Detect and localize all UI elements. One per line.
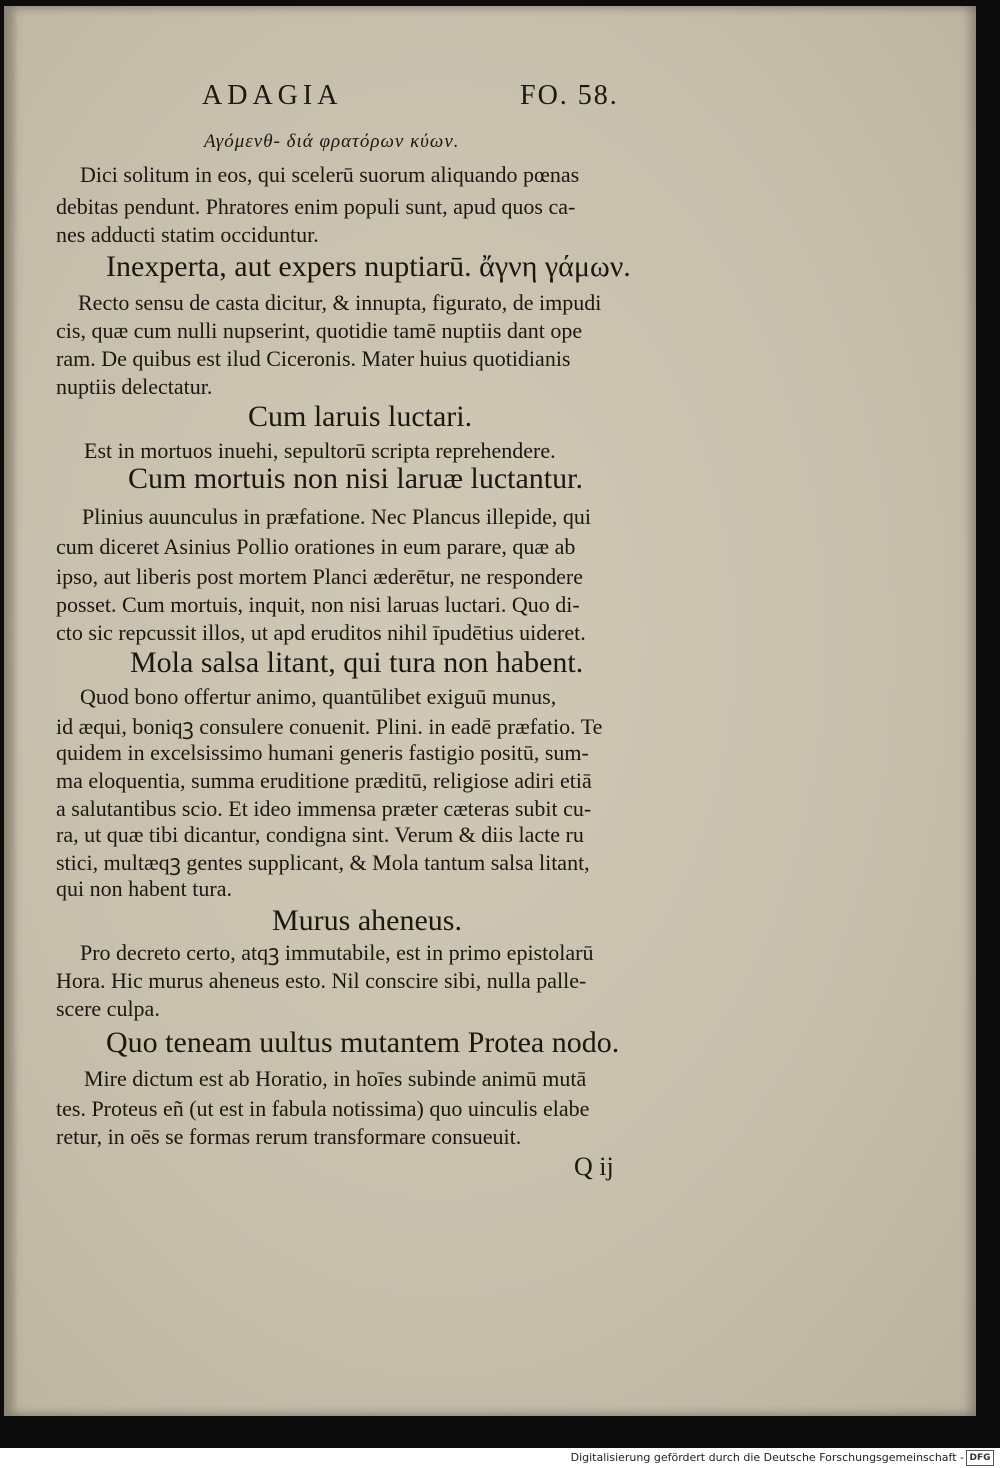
- body-line: Quod bono offertur animo, quantūlibet exiguū munus,: [80, 684, 557, 709]
- adage-heading: Inexperta, aut expers nuptiarū. ἄγνη γάμων.: [106, 250, 631, 283]
- body-line: ram. De quibus est ilud Ciceronis. Mater huius quotidianis: [56, 346, 571, 371]
- body-line: Plinius auunculus in præfatione. Nec Plancus illepide, qui: [82, 504, 591, 529]
- body-line: ipso, aut liberis post mortem Planci æderētur, ne respondere: [56, 564, 583, 589]
- adage-heading: Quo teneam uultus mutantem Protea nodo.: [106, 1026, 620, 1059]
- body-line: ma eloquentia, summa eruditione præditū, religiose adiri etiā: [56, 768, 592, 793]
- book-page: [4, 6, 976, 1416]
- adage-heading: Cum laruis luctari.: [248, 400, 473, 433]
- body-line: tes. Proteus eñ (ut est in fabula notissima) quo uinculis elabe: [56, 1096, 590, 1121]
- body-line: nuptiis delectatur.: [56, 374, 213, 399]
- body-line: Dici solitum in eos, qui scelerū suorum aliquando pœnas: [80, 162, 580, 187]
- body-line: Hora. Hic murus aheneus esto. Nil conscire sibi, nulla palle-: [56, 968, 587, 993]
- signature-mark: Q ij: [574, 1152, 614, 1181]
- body-line: Est in mortuos inuehi, sepultorū scripta reprehendere.: [84, 438, 556, 463]
- adage-heading: Murus aheneus.: [272, 904, 462, 937]
- body-line: a salutantibus scio. Et ideo immensa præter cæteras subit cu-: [56, 796, 592, 821]
- body-line: ra, ut quæ tibi dicantur, condigna sint. Verum & diis lacte ru: [56, 822, 584, 847]
- body-line: id æqui, boniqꝫ consulere conuenit. Plini. in eadē præfatio. Te: [56, 714, 603, 739]
- body-line: cis, quæ cum nulli nupserint, quotidie tamē nuptiis dant ope: [56, 318, 583, 343]
- body-line: cto sic repcussit illos, ut apd eruditos nihil īpudētius uideret.: [56, 620, 586, 645]
- body-line: retur, in oēs se formas rerum transformare consueuit.: [56, 1124, 522, 1149]
- body-line: qui non habent tura.: [56, 876, 232, 901]
- body-line: quidem in excelsissimo humani generis fastigio positū, sum-: [56, 740, 589, 765]
- adage-heading: Cum mortuis non nisi laruæ luctantur.: [128, 462, 583, 495]
- adage-greek-line: Αγόμενθ- διά φρατόρων κύων.: [204, 131, 460, 152]
- body-line: nes adducti statim occiduntur.: [56, 222, 319, 247]
- folio-number: FO. 58.: [520, 80, 619, 111]
- body-line: Recto sensu de casta dicitur, & innupta, figurato, de impudi: [78, 290, 602, 315]
- dfg-logo-icon: DFG: [966, 1450, 994, 1466]
- body-line: debitas pendunt. Phratores enim populi sunt, apud quos ca-: [56, 194, 576, 219]
- running-head-title: ADAGIA: [202, 80, 343, 111]
- digitization-footer: [0, 1448, 1000, 1468]
- funding-credit: Digitalisierung gefördert durch die Deutsche Forschungsgemeinschaft -: [570, 1451, 964, 1464]
- body-line: posset. Cum mortuis, inquit, non nisi laruas luctari. Quo di-: [56, 592, 580, 617]
- body-line: Mire dictum est ab Horatio, in hoīes subinde animū mutā: [84, 1066, 587, 1091]
- adage-heading: Mola salsa litant, qui tura non habent.: [130, 646, 584, 679]
- body-line: stici, multæqꝫ gentes supplicant, & Mola tantum salsa litant,: [56, 850, 590, 875]
- page-binding-shadow: [4, 6, 18, 1416]
- body-line: scere culpa.: [56, 996, 160, 1021]
- body-line: cum diceret Asinius Pollio orationes in eum parare, quæ ab: [56, 534, 576, 559]
- body-line: Pro decreto certo, atqꝫ immutabile, est in primo epistolarū: [80, 940, 594, 965]
